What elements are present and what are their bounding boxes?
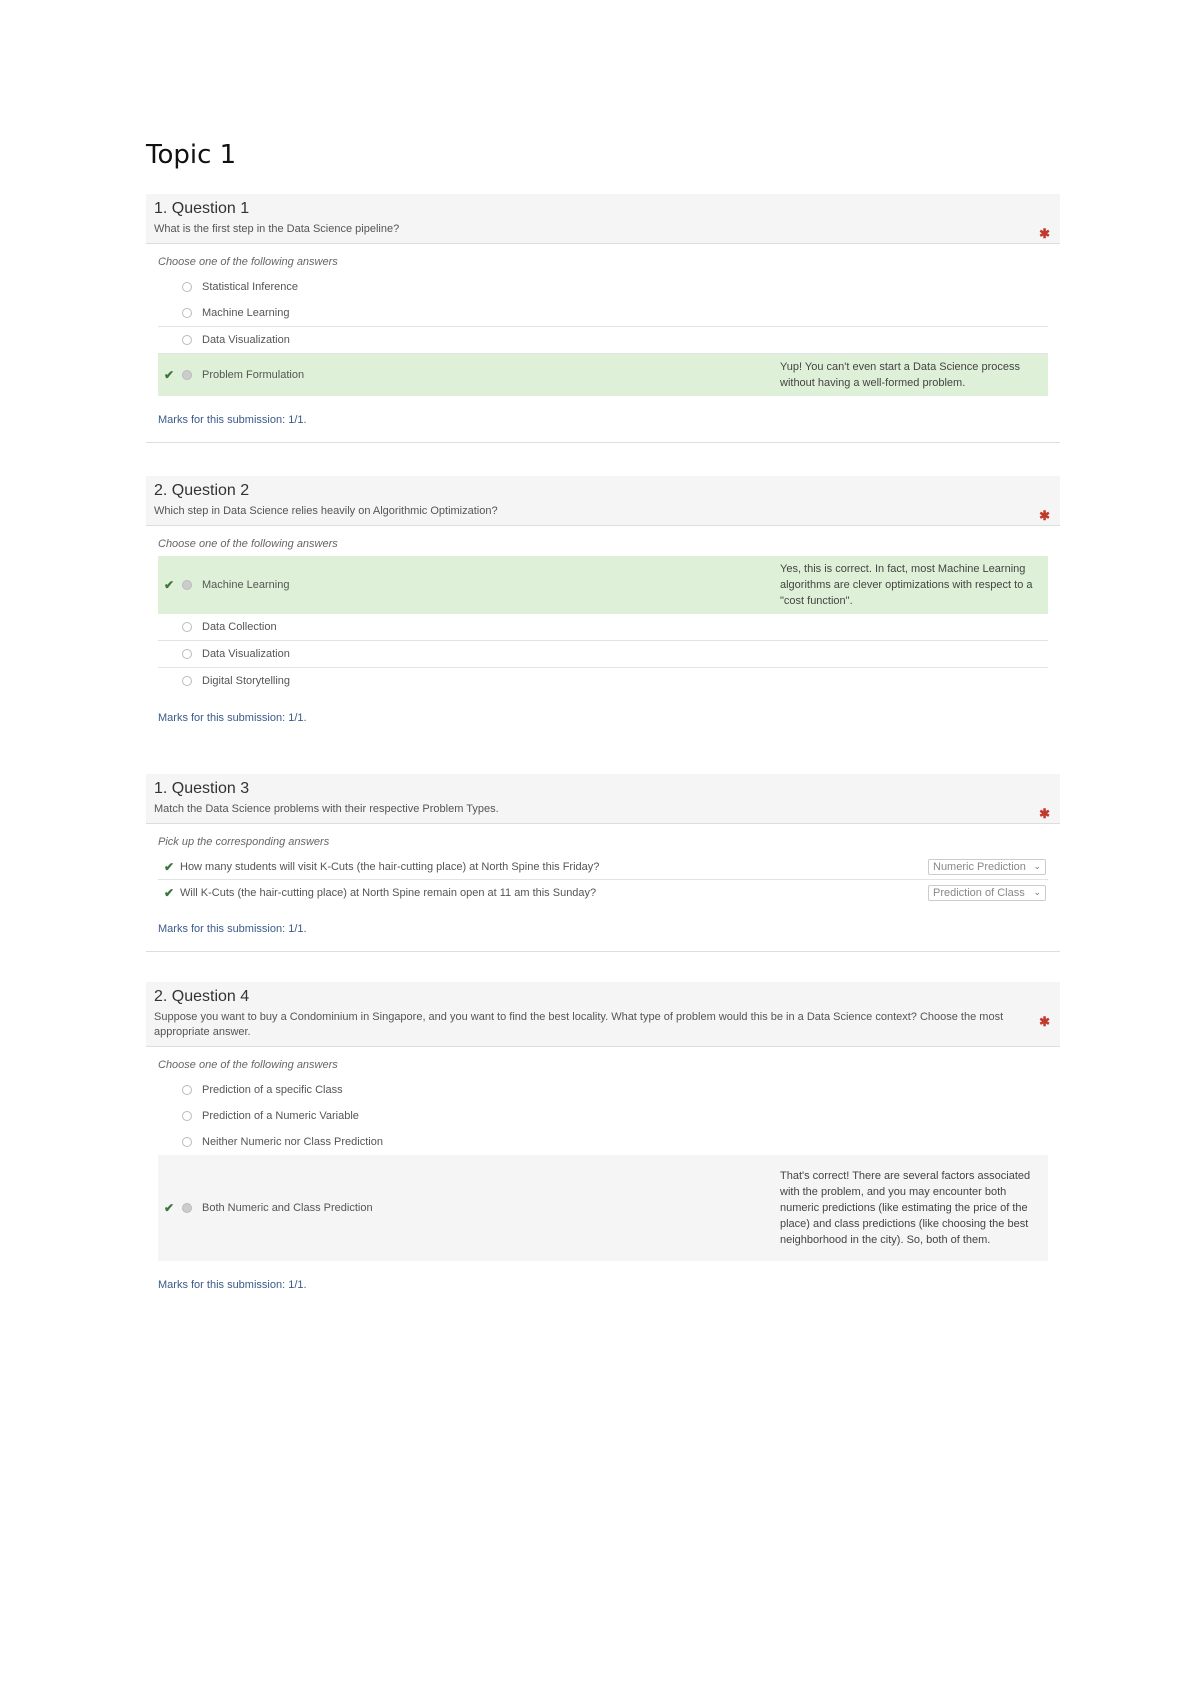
question-4: [146, 982, 1060, 1303]
answer-label: Machine Learning: [202, 579, 290, 591]
question-header: [146, 476, 1060, 526]
answer-option[interactable]: [158, 327, 1048, 354]
divider: [146, 951, 1060, 952]
instruction: Pick up the corresponding answers: [158, 836, 330, 848]
divider: [146, 442, 1060, 443]
question-text: Match the Data Science problems with their respective Problem Types.: [154, 803, 499, 815]
radio-icon[interactable]: [182, 1137, 192, 1147]
question-text: Suppose you want to buy a Condominium in Singapore, and you want to find the best locality. What type of problem would this be in a Data Science context? Choose the most appropriate answer.: [154, 1011, 1004, 1038]
question-3: [146, 774, 1060, 952]
answer-option[interactable]: [158, 614, 1048, 641]
marks-text: Marks for this submission: 1/1.: [158, 1279, 307, 1291]
answer-label: Both Numeric and Class Prediction: [202, 1202, 373, 1214]
radio-icon[interactable]: [182, 308, 192, 318]
question-2: [146, 476, 1060, 736]
answer-feedback: Yup! You can't even start a Data Science process without having a well-formed problem.: [780, 361, 1020, 389]
question-text: What is the first step in the Data Science pipeline?: [154, 223, 400, 235]
match-question: How many students will visit K-Cuts (the hair-cutting place) at North Spine this Friday?: [180, 860, 600, 873]
match-row: [158, 880, 1048, 905]
answer-select[interactable]: [928, 885, 1046, 901]
radio-icon[interactable]: [182, 1203, 192, 1213]
question-text: Which step in Data Science relies heavily on Algorithmic Optimization?: [154, 505, 498, 517]
check-icon: ✔: [163, 859, 175, 874]
select-value: Numeric Prediction: [933, 860, 1026, 873]
answer-select[interactable]: [928, 859, 1046, 875]
answer-feedback: Yes, this is correct. In fact, most Machine Learning algorithms are clever optimizations with respect to a "cost function".: [780, 563, 1033, 607]
question-title: 2. Question 4: [154, 988, 250, 1005]
answer-label: Problem Formulation: [202, 369, 305, 381]
answer-label: Neither Numeric nor Class Prediction: [202, 1136, 383, 1148]
check-icon: ✔: [163, 885, 175, 900]
answer-feedback: That's correct! There are several factors associated with the problem, and you may encounter both numeric predictions (like estimating the price of the place) and class predictions (like choosing the best neighborhood in the city). So, both of them.: [780, 1170, 1031, 1246]
question-header: [146, 774, 1060, 824]
answer-option-correct[interactable]: [158, 1155, 1048, 1261]
instruction: Choose one of the following answers: [158, 538, 338, 550]
answer-label: Digital Storytelling: [202, 675, 291, 687]
match-row: [158, 854, 1048, 880]
answer-label: Data Visualization: [202, 648, 290, 660]
question-title: 1. Question 3: [154, 780, 250, 797]
required-icon: ✱: [1039, 806, 1050, 821]
answer-option[interactable]: [158, 1077, 1048, 1103]
marks-text: Marks for this submission: 1/1.: [158, 414, 307, 426]
topic-title: Topic 1: [146, 140, 237, 170]
radio-icon[interactable]: [182, 370, 192, 380]
radio-icon[interactable]: [182, 335, 192, 345]
question-title: 1. Question 1: [154, 200, 250, 217]
select-value: Prediction of Class: [933, 886, 1025, 899]
question-1: [146, 194, 1060, 443]
required-icon: ✱: [1039, 1014, 1050, 1029]
answer-option[interactable]: [158, 641, 1048, 668]
match-question: Will K-Cuts (the hair-cutting place) at North Spine remain open at 11 am this Sunday?: [180, 886, 597, 899]
radio-icon[interactable]: [182, 1111, 192, 1121]
answer-label: Statistical Inference: [202, 281, 298, 293]
chevron-down-icon: ⌄: [1033, 861, 1041, 871]
radio-icon[interactable]: [182, 580, 192, 590]
chevron-down-icon: ⌄: [1033, 887, 1041, 897]
radio-icon[interactable]: [182, 1085, 192, 1095]
answer-option-correct[interactable]: [158, 556, 1048, 614]
radio-icon[interactable]: [182, 676, 192, 686]
marks-text: Marks for this submission: 1/1.: [158, 712, 307, 724]
answer-label: Prediction of a specific Class: [202, 1084, 343, 1096]
answer-option[interactable]: [158, 668, 1048, 694]
required-icon: ✱: [1039, 508, 1050, 523]
question-header: [146, 982, 1060, 1047]
answer-option[interactable]: [158, 274, 1048, 300]
check-icon: ✔: [163, 368, 175, 382]
answer-label: Machine Learning: [202, 307, 290, 319]
answer-option[interactable]: [158, 1129, 1048, 1155]
marks-text: Marks for this submission: 1/1.: [158, 923, 307, 935]
answer-label: Prediction of a Numeric Variable: [202, 1110, 359, 1122]
answer-option[interactable]: [158, 300, 1048, 327]
answer-label: Data Visualization: [202, 334, 290, 346]
check-icon: ✔: [163, 578, 175, 592]
answer-label: Data Collection: [202, 621, 277, 633]
instruction: Choose one of the following answers: [158, 1059, 338, 1071]
radio-icon[interactable]: [182, 282, 192, 292]
radio-icon[interactable]: [182, 649, 192, 659]
radio-icon[interactable]: [182, 622, 192, 632]
answer-option[interactable]: [158, 1103, 1048, 1129]
instruction: Choose one of the following answers: [158, 256, 338, 268]
check-icon: ✔: [163, 1201, 175, 1215]
required-icon: ✱: [1039, 226, 1050, 241]
question-title: 2. Question 2: [154, 482, 250, 499]
answer-option-correct[interactable]: [158, 354, 1048, 396]
question-header: [146, 194, 1060, 244]
